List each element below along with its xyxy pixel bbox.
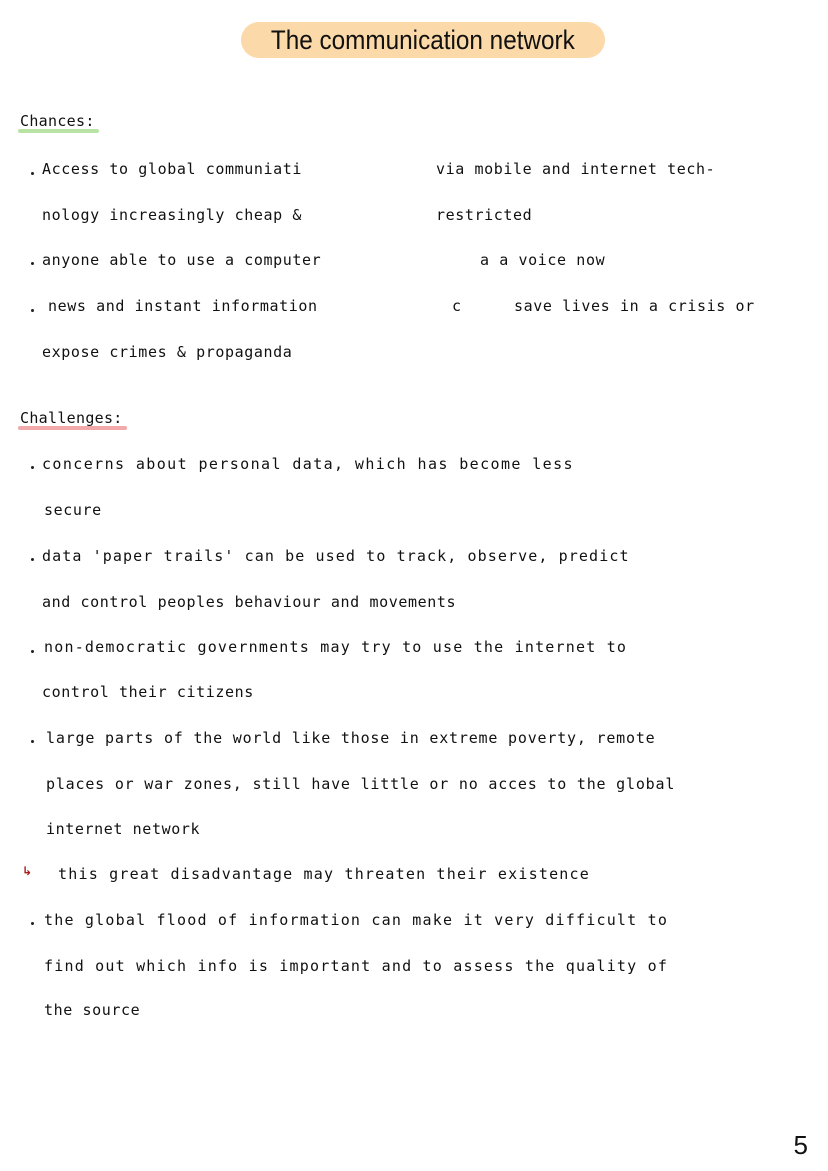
chances-line: save lives in a crisis or: [514, 297, 755, 315]
challenges-heading: [20, 409, 123, 427]
bullet-dot: [31, 466, 34, 469]
chances-line: expose crimes & propaganda: [42, 343, 293, 361]
chances-line: anyone able to use a computer: [42, 251, 322, 269]
challenges-line: internet network: [46, 820, 201, 838]
challenges-line: the source: [44, 1001, 141, 1019]
chances-line: via mobile and internet tech-: [436, 160, 716, 178]
challenges-line: this great disadvantage may threaten their existence: [58, 865, 590, 883]
challenges-line: and control peoples behaviour and movements: [42, 593, 457, 611]
page-number: 5: [793, 1130, 808, 1160]
bullet-dot: [31, 558, 34, 561]
page-title: The communication network: [271, 24, 575, 55]
challenges-line: concerns about personal data, which has become less: [42, 455, 574, 473]
arrow-icon: ↳: [22, 864, 33, 878]
bullet-dot: [31, 309, 34, 312]
challenges-line: secure: [44, 501, 102, 519]
challenges-heading-text: Challenges:: [20, 409, 123, 427]
challenges-line: the global flood of information can make it very difficult to: [44, 911, 669, 929]
chances-line: news and instant information: [48, 297, 318, 315]
challenges-line: find out which info is important and to assess the quality of: [44, 957, 669, 975]
bullet-dot: [31, 922, 34, 925]
chances-line: a a voice now: [480, 251, 606, 269]
bullet-dot: [31, 172, 34, 175]
challenges-line: non-democratic governments may try to use the internet to: [44, 638, 628, 656]
challenges-line: places or war zones, still have little or no acces to the global: [46, 775, 676, 793]
chances-heading: [20, 112, 95, 130]
title-highlight: [241, 22, 605, 58]
bullet-dot: [31, 740, 34, 743]
chances-line: nology increasingly cheap &: [42, 206, 303, 224]
chances-heading-text: Chances:: [20, 112, 95, 130]
bullet-dot: [31, 650, 34, 653]
challenges-line: large parts of the world like those in extreme poverty, remote: [46, 729, 656, 747]
chances-line: restricted: [436, 206, 533, 224]
bullet-dot: [31, 262, 34, 265]
challenges-line: data 'paper trails' can be used to track, observe, predict: [42, 547, 630, 565]
chances-line: Access to global communiati: [42, 160, 303, 178]
challenges-line: control their citizens: [42, 683, 254, 701]
chances-line: c: [452, 297, 462, 315]
